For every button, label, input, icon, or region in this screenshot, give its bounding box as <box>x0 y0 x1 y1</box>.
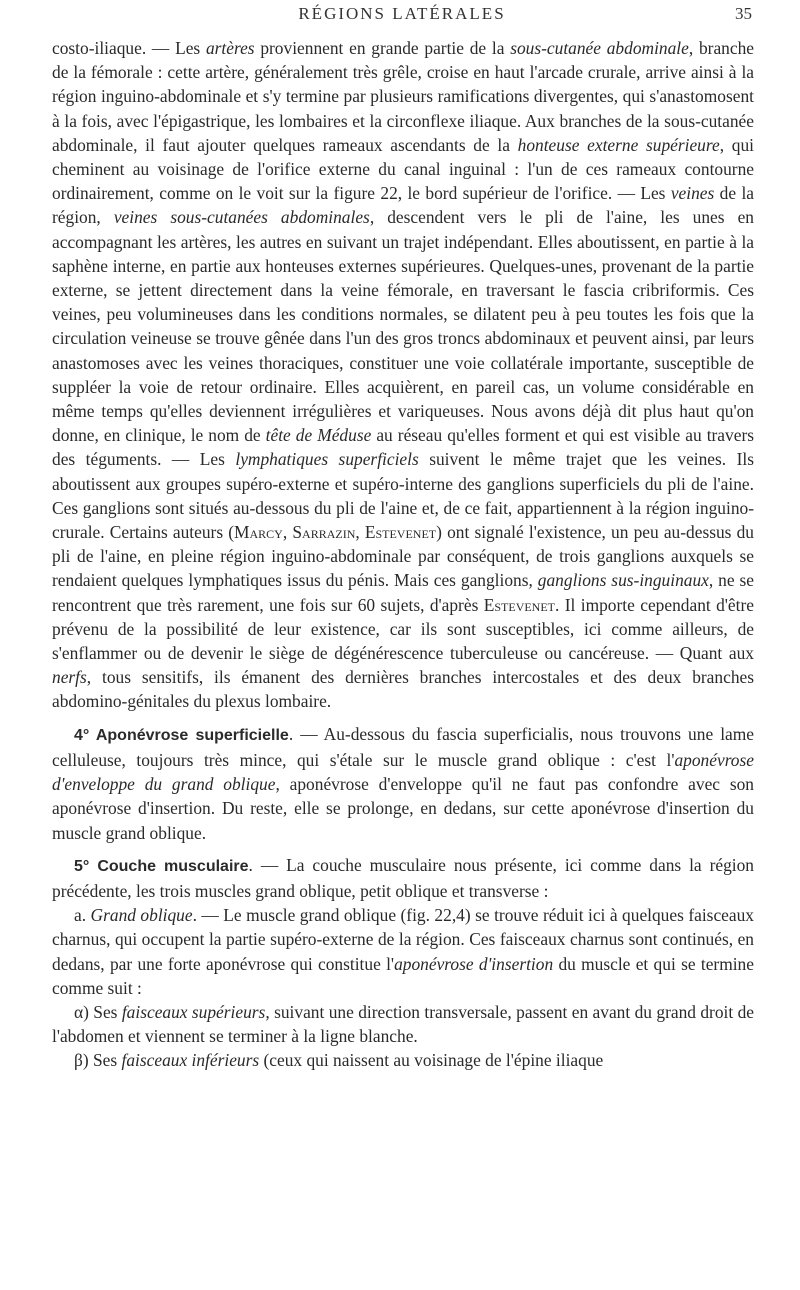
text-run: au réseau qu'elles forment et qui est visible au travers des téguments. — Les <box>52 425 755 470</box>
author-names: Marcy, Sarrazin, Estevenet <box>234 522 437 543</box>
italic-term: veines sous-cutanées abdominales <box>113 207 370 228</box>
paragraph-grand-oblique <box>52 903 754 1000</box>
text-run: proviennent en grande partie de la <box>254 38 511 58</box>
text-run: , aponévrose d'enveloppe qu'il ne faut pas confondre avec son aponévrose d'insertion. Du reste, elle se prolonge, en dedans, sur cette aponévrose d'insertion du muscle grand oblique. <box>52 774 754 843</box>
body-text <box>52 36 754 1073</box>
italic-term: faisceaux supérieurs <box>121 1001 266 1022</box>
text-run: , qui cheminent au voisinage de l'orifice externe du canal inguinal : l'un de ces rameaux contourne ordinairement, comme on le voit sur la figure 22, le bord supérieur de l'orifice. — Les <box>52 134 754 204</box>
text-run: . — Au-dessous du fascia superficialis, nous trouvons une lame celluleuse, toujours très mince, qui s'étale sur le muscle grand oblique : c'est l' <box>52 723 755 770</box>
italic-term: nerfs <box>52 667 87 688</box>
author-names: Estevenet <box>483 594 556 615</box>
section-heading: 4° Aponévrose superficielle <box>74 726 289 744</box>
italic-term: sous-cutanée abdominale <box>510 38 689 58</box>
text-run: β) Ses <box>74 1050 122 1071</box>
italic-term: aponévrose d'enveloppe du grand oblique <box>52 749 754 795</box>
text-run: de la région, <box>52 183 754 228</box>
text-run: α) Ses <box>74 1001 122 1022</box>
text-run: , branche de la fémorale : cette artère, généralement très grêle, croise en haut l'arcade crurale, arrive ainsi à la région inguino-abdominale et s'y termine par plusieurs ramifications divergentes, qui s'anastomosent à la fois, avec l'épigastrique, les lombaires et la circonflexe iliaque. Aux branches de la sous-cutanée abdominale, il faut ajouter quelques rameaux ascendants de la <box>52 38 754 155</box>
italic-term: Grand oblique <box>90 905 193 926</box>
text-run: , tous sensitifs, ils émanent des dernières branches intercostales et des deux branches abdomino-génitales du plexus lombaire. <box>52 667 754 712</box>
text-run: (ceux qui naissent au voisinage de l'épine iliaque <box>259 1050 604 1071</box>
running-title: RÉGIONS LATÉRALES <box>298 4 506 23</box>
italic-term: honteuse externe supérieure <box>517 134 720 155</box>
text-run: , descendent vers le pli de l'aine, les unes en accompagnant les artères, les autres en suivant un trajet indépendant. Elles aboutissent, en partie à la saphène interne, en partie aux honteuses externes supérieures. Quelques-unes, provenant de la partie externe, se jettent directement dans la veine fémorale, en traversant le fascia cribriformis. Ces veines, peu volumineuses dans les conditions normales, se dilatent peu à peu toutes les fois que la circulation veineuse se trouve gênée dans l'un des gros troncs abdominaux et peuvent ainsi, par leurs anastomoses avec les veines thoraciques, constituer une voie collatérale importante, susceptible de suppléer la voie de retour ordinaire. Elles acquièrent, en pareil cas, un volume considérable en même temps qu'elles deviennent irrégulières et variqueuses. Nous avons déjà dit plus haut qu'on donne, en clinique, le nom de <box>52 207 754 446</box>
italic-term: veines <box>670 183 715 204</box>
italic-term: artères <box>205 38 255 58</box>
text-run: , ne se rencontrent que très rarement, une fois sur 60 sujets, d'après <box>52 570 754 615</box>
text-run: , suivant une direction transversale, passent en avant du grand droit de l'abdomen et viennent se terminer à la ligne blanche. <box>52 1001 754 1047</box>
paragraph-faisceaux-superieurs <box>52 1000 754 1048</box>
text-run: . — Le muscle grand oblique (fig. 22,4) se trouve réduit ici à quelques faisceaux charnus, qui occupent la partie supéro-externe de la région. Ces faisceaux charnus sont continués, en dedans, par une forte aponévrose qui constitue l' <box>52 905 754 974</box>
paragraph-aponevrose-superficielle <box>52 722 754 845</box>
paragraph-arteries-veins-lymphatics <box>52 36 754 714</box>
text-run: du muscle et qui se termine comme suit : <box>52 953 754 998</box>
running-header <box>52 4 752 28</box>
text-run: costo-iliaque. — Les <box>52 38 206 58</box>
text-run: a. <box>74 905 91 926</box>
text-run: suivent le même trajet que les veines. Ils aboutissent aux groupes supéro-externe et supéro-interne des ganglions superficiels du pli de l'aine. Ces ganglions sont situés au-dessous du pli de l'aine et, de ce fait, appartiennent à la région inguino-crurale. Certains auteurs ( <box>52 449 754 543</box>
italic-term: lymphatiques superficiels <box>235 449 419 470</box>
paragraph-faisceaux-inferieurs <box>52 1048 754 1072</box>
text-run: . Il importe cependant d'être prévenu de la possibilité de leur existence, car ils sont susceptibles, ici comme ailleurs, de s'enflammer ou de devenir le siège de dégénérescence tuberculeuse ou cancéreuse. — Quant aux <box>52 594 754 664</box>
italic-term: aponévrose d'insertion <box>394 953 554 974</box>
italic-term: ganglions sus-inguinaux <box>537 570 709 591</box>
paragraph-couche-musculaire <box>52 853 754 903</box>
text-run: . — La couche musculaire nous présente, ici comme dans la région précédente, les trois muscles grand oblique, petit oblique et transverse : <box>52 854 755 901</box>
text-run: ) ont signalé l'existence, un peu au-dessus du pli de l'aine, en pleine région inguino-abdominale par conséquent, de trois ganglions auxquels se rendaient quelques lymphatiques issus du pénis. Mais ces ganglions, <box>52 522 754 591</box>
italic-term: faisceaux inférieurs <box>121 1050 260 1071</box>
page-number: 35 <box>735 4 752 23</box>
section-heading: 5° Couche musculaire <box>74 857 249 875</box>
italic-term: tête de Méduse <box>265 425 372 446</box>
